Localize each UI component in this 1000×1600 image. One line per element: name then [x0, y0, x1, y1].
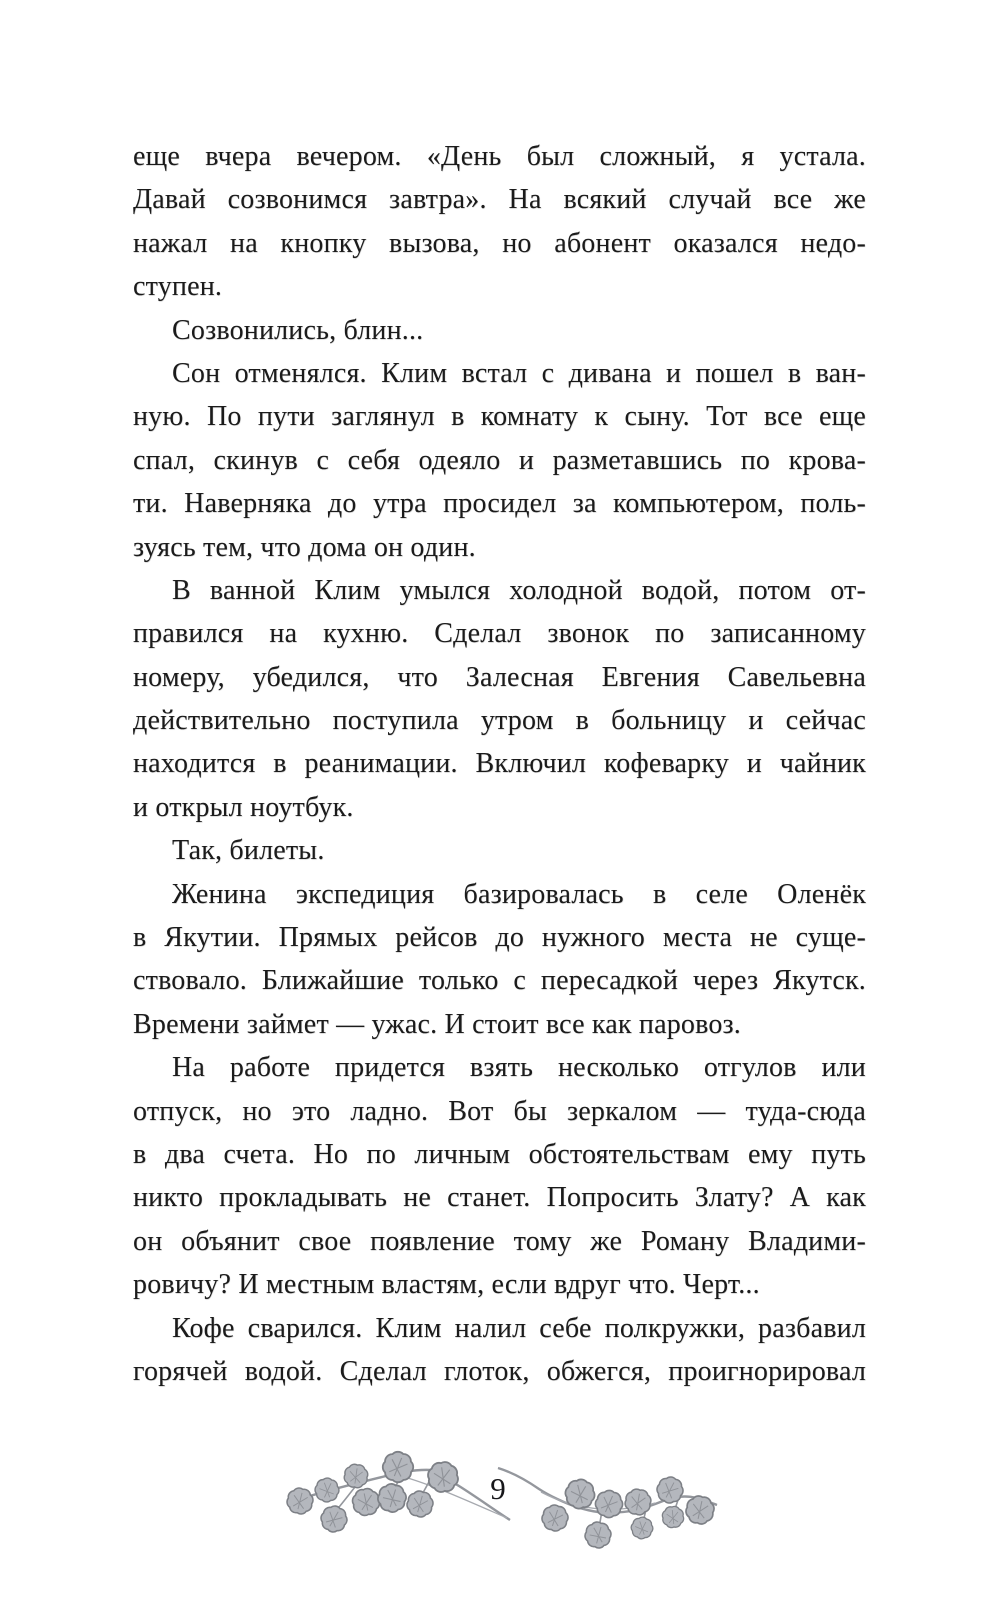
text-line: В ванной Клим умылся холодной водой, потом от- [172, 574, 866, 606]
text-line: ровичу? И местным властям, если вдруг что. Черт... [133, 1269, 760, 1301]
text-line: еще вчера вечером. «День был сложный, я устала. [133, 141, 866, 172]
text-line: отпуск, но это ладно. Вот бы зеркалом — туда-сюда [133, 1095, 866, 1127]
text-line: правился на кухню. Сделал звонок по записанному [133, 618, 866, 650]
page-text [133, 135, 866, 1393]
text-line: ствовало. Ближайшие только с пересадкой через Якутск. [133, 965, 866, 997]
text-line: нажал на кнопку вызова, но абонент оказался недо- [133, 227, 866, 259]
leaf-sprig-right [498, 1468, 717, 1552]
text-line: ти. Наверняка до утра просидел за компьютером, поль- [133, 488, 866, 520]
text-line: ступен. [133, 271, 223, 303]
text-line: Кофе сварился. Клим налил себе полкружки, разбавил [172, 1312, 866, 1344]
text-line: На работе придется взять несколько отгулов или [172, 1052, 866, 1084]
text-line: Созвонились, блин... [172, 314, 424, 346]
page-number: 9 [490, 1471, 506, 1506]
text-line: зуясь тем, что дома он один. [133, 531, 476, 563]
text-line: спал, скинув с себя одеяло и разметавшись по крова- [133, 444, 866, 476]
text-line: в два счета. Но по личным обстоятельствам ему путь [133, 1138, 866, 1170]
text-line: Сон отменялся. Клим встал с дивана и пошел в ван- [172, 357, 866, 389]
text-line: номеру, убедился, что Залесная Евгения Савельевна [133, 661, 866, 693]
text-line: никто прокладывать не станет. Попросить Злату? А как [133, 1182, 866, 1214]
text-line: он объянит свое появление тому же Роману Владими- [133, 1225, 866, 1257]
text-line: Так, билеты. [172, 835, 325, 867]
text-line: находится в реанимации. Включил кофеварку и чайник [133, 748, 866, 780]
text-line: ную. По пути заглянул в комнату к сыну. Тот все еще [133, 401, 866, 433]
text-line: действительно поступила утром в больницу и сейчас [133, 705, 866, 737]
text-line: и открыл ноутбук. [133, 791, 354, 823]
text-line: в Якутии. Прямых рейсов до нужного места не суще- [133, 922, 866, 954]
text-line: Женина экспедиция базировалась в селе Оленёк [172, 878, 866, 910]
text-line: горячей водой. Сделал глоток, обжегся, проигнорировал [133, 1355, 866, 1387]
page-footer [283, 1443, 738, 1558]
text-line: Времени займет — ужас. И стоит все как паровоз. [133, 1008, 742, 1040]
text-line: Давай созвонимся завтра». На всякий случай все же [133, 184, 866, 216]
